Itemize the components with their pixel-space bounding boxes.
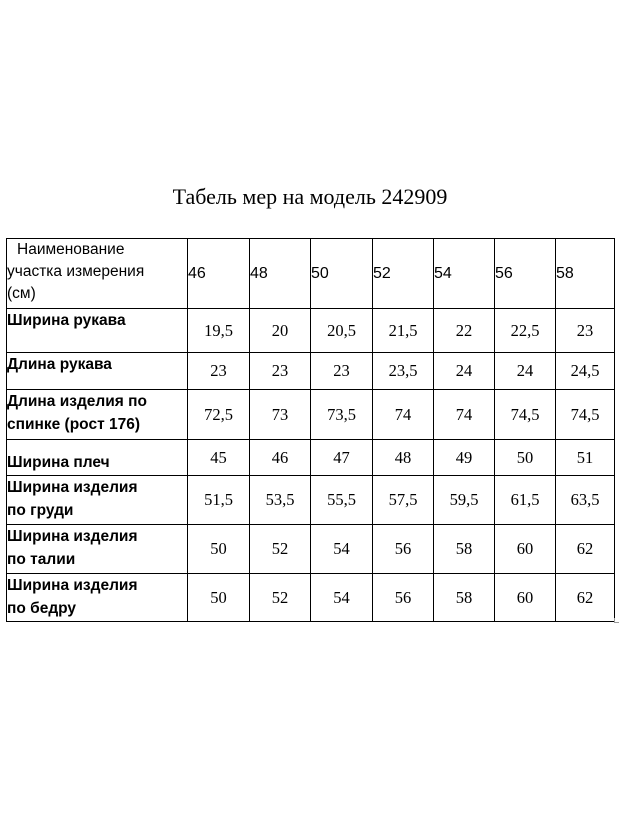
header-row <box>7 239 615 309</box>
measurement-value: 50 <box>188 574 250 622</box>
measurement-value: 20 <box>250 309 311 353</box>
measurement-value: 62 <box>556 525 615 574</box>
measurement-value: 20,5 <box>311 309 373 353</box>
table-row <box>7 476 615 525</box>
measurement-value: 60 <box>495 574 556 622</box>
measurement-value: 52 <box>250 574 311 622</box>
measurement-label <box>7 440 188 476</box>
measurement-value: 50 <box>188 525 250 574</box>
table-row <box>7 440 615 476</box>
measurement-value: 55,5 <box>311 476 373 525</box>
measurement-label-line: Длина изделия по <box>7 393 147 410</box>
measurement-value: 72,5 <box>188 390 250 440</box>
measurement-label <box>7 476 188 525</box>
measurement-value: 73,5 <box>311 390 373 440</box>
size-header: 50 <box>311 239 373 309</box>
measurement-value: 74,5 <box>556 390 615 440</box>
measurement-value: 48 <box>373 440 434 476</box>
measurement-value: 50 <box>495 440 556 476</box>
measurement-value: 19,5 <box>188 309 250 353</box>
measurement-value: 24 <box>434 353 495 390</box>
table-row <box>7 309 615 353</box>
measurement-value: 74,5 <box>495 390 556 440</box>
measurement-value: 61,5 <box>495 476 556 525</box>
measurement-name-header <box>7 239 188 309</box>
measurement-value: 58 <box>434 525 495 574</box>
measurement-value: 56 <box>373 525 434 574</box>
table-row <box>7 574 615 622</box>
size-header: 56 <box>495 239 556 309</box>
header-label-line: (см) <box>7 285 36 302</box>
header-label-line: участка измерения <box>7 263 145 280</box>
measurement-value: 74 <box>434 390 495 440</box>
measurement-value: 51,5 <box>188 476 250 525</box>
measurement-value: 23 <box>250 353 311 390</box>
measurement-value: 46 <box>250 440 311 476</box>
measurement-value: 45 <box>188 440 250 476</box>
measurement-value: 24,5 <box>556 353 615 390</box>
measurement-value: 54 <box>311 574 373 622</box>
measurement-label-line: по груди <box>7 502 74 519</box>
measurement-value: 47 <box>311 440 373 476</box>
measurement-value: 63,5 <box>556 476 615 525</box>
measurement-value: 57,5 <box>373 476 434 525</box>
measurement-label <box>7 525 188 574</box>
measurement-value: 23 <box>556 309 615 353</box>
size-header: 52 <box>373 239 434 309</box>
measurement-label-line: Ширина плеч <box>7 454 110 471</box>
page-title: Табель мер на модель 242909 <box>172 184 448 209</box>
measurement-label <box>7 353 188 390</box>
measurement-value: 73 <box>250 390 311 440</box>
measurement-value: 21,5 <box>373 309 434 353</box>
measurement-value: 52 <box>250 525 311 574</box>
measurement-label-line: Ширина рукава <box>7 312 126 329</box>
header-label-line: Наименование <box>17 241 125 258</box>
size-chart-table <box>6 238 615 622</box>
measurement-value: 22,5 <box>495 309 556 353</box>
measurement-label <box>7 309 188 353</box>
measurement-value: 62 <box>556 574 615 622</box>
measurement-label-line: Ширина изделия <box>7 479 138 496</box>
measurement-label-line: Ширина изделия <box>7 528 138 545</box>
measurement-value: 60 <box>495 525 556 574</box>
measurement-label-line: по бедру <box>7 600 77 617</box>
table-row <box>7 390 615 440</box>
table-end-mark <box>614 618 619 623</box>
measurement-value: 74 <box>373 390 434 440</box>
table-row <box>7 353 615 390</box>
size-header: 46 <box>188 239 250 309</box>
measurement-label <box>7 574 188 622</box>
measurement-label-line: спинке (рост 176) <box>7 416 140 433</box>
measurement-value: 23,5 <box>373 353 434 390</box>
size-header: 58 <box>556 239 615 309</box>
size-header: 54 <box>434 239 495 309</box>
measurement-value: 23 <box>311 353 373 390</box>
measurement-label-line: по талии <box>7 551 76 568</box>
measurement-value: 24 <box>495 353 556 390</box>
measurement-value: 53,5 <box>250 476 311 525</box>
measurement-value: 54 <box>311 525 373 574</box>
measurement-value: 51 <box>556 440 615 476</box>
measurement-value: 49 <box>434 440 495 476</box>
measurement-value: 56 <box>373 574 434 622</box>
size-header: 48 <box>250 239 311 309</box>
measurement-label-line: Длина рукава <box>7 356 112 373</box>
measurement-value: 23 <box>188 353 250 390</box>
table-row <box>7 525 615 574</box>
measurement-value: 58 <box>434 574 495 622</box>
measurement-label-line: Ширина изделия <box>7 577 138 594</box>
measurement-label <box>7 390 188 440</box>
measurement-value: 22 <box>434 309 495 353</box>
measurement-value: 59,5 <box>434 476 495 525</box>
